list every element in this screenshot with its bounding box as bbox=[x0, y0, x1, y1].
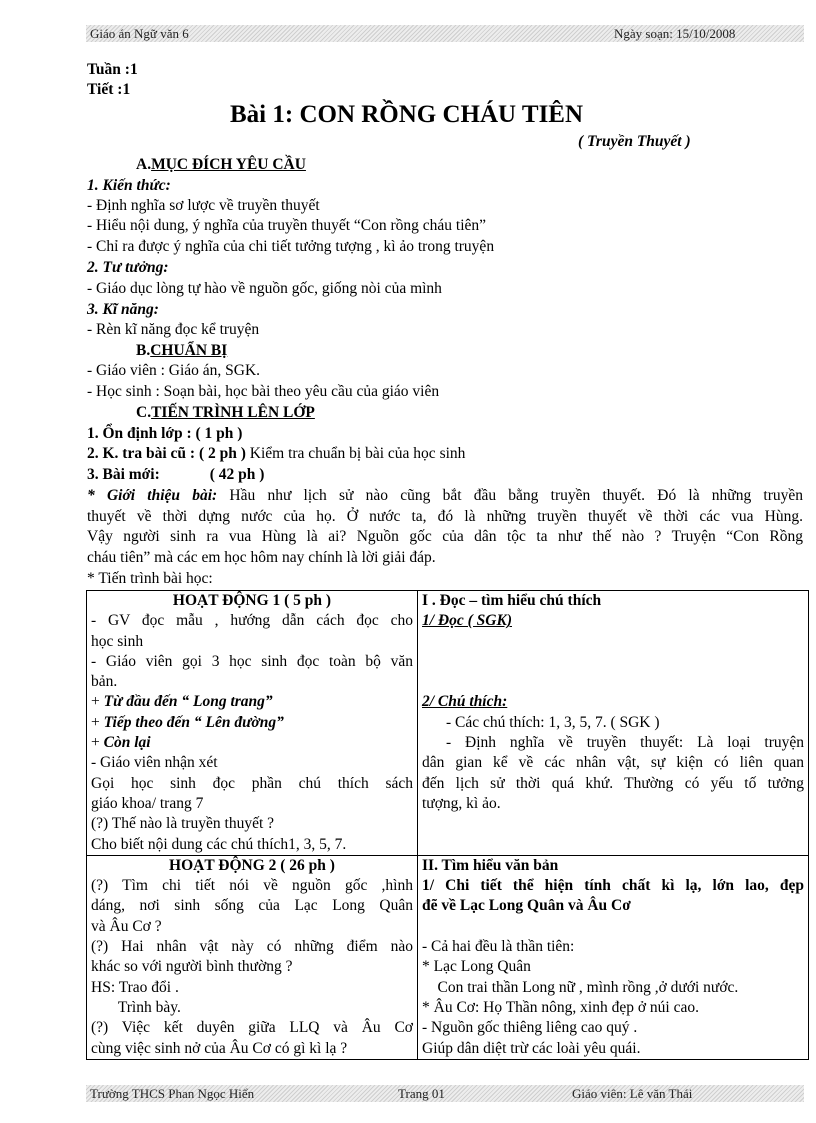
section-c-heading bbox=[136, 403, 315, 423]
table-text: - Nguồn gốc thiêng liêng cao quý . bbox=[422, 1019, 638, 1037]
section-a-prefix: A. bbox=[136, 156, 152, 173]
thought-label: 2. Tư tưởng: bbox=[87, 259, 169, 276]
step-2-text: Kiểm tra chuẩn bị bài của học sinh bbox=[249, 445, 466, 462]
section-c-prefix: C. bbox=[136, 404, 152, 421]
table-text: khác so với người bình thường ? bbox=[91, 958, 293, 976]
part-label: Còn lại bbox=[103, 734, 151, 752]
table-text: Con trai thần Long nữ , mình rồng ,ở dưới nước. bbox=[422, 978, 739, 996]
section-ii-heading: II. Tìm hiểu văn bản bbox=[422, 856, 559, 874]
table-text: - Các chú thích: 1, 3, 5, 7. ( SGK ) bbox=[446, 713, 660, 731]
part-prefix: + bbox=[91, 734, 104, 752]
table-text: cùng việc sinh nở của Âu Cơ có gì kì lạ ? bbox=[91, 1039, 348, 1057]
section-c-title: TIẾN TRÌNH LÊN LỚP bbox=[151, 404, 315, 421]
table-text: học sinh bbox=[91, 632, 144, 650]
table-row bbox=[87, 855, 809, 1059]
table-text: - Định nghĩa về truyền thuyết: Là loại truyện bbox=[446, 734, 804, 752]
subsection-heading: 1/ Chi tiết thể hiện tính chất kì lạ, lớn lao, đẹp bbox=[422, 877, 804, 895]
table-text: - Giáo viên nhận xét bbox=[91, 754, 218, 772]
footer-teacher: Giáo viên: Lê văn Thái bbox=[572, 1086, 693, 1101]
page-footer bbox=[86, 1085, 804, 1102]
table-row bbox=[87, 591, 809, 856]
process-label: * Tiến trình bài học: bbox=[87, 570, 213, 587]
table-text: - Cả hai đều là thần tiên: bbox=[422, 938, 575, 956]
table-text: và Âu Cơ ? bbox=[91, 917, 162, 935]
header-date: Ngày soạn: 15/10/2008 bbox=[614, 26, 736, 41]
table-text: - Giáo viên gọi 3 học sinh đọc toàn bộ văn bbox=[91, 652, 413, 670]
table-text: Giúp dân diệt trừ các loài yêu quái. bbox=[422, 1039, 641, 1057]
table-text: dân gian kể về các nhân vật, sự kiện có liên quan bbox=[422, 754, 804, 772]
knowledge-label: 1. Kiến thức: bbox=[87, 177, 171, 194]
prep-item: - Giáo viên : Giáo án, SGK. bbox=[87, 362, 261, 379]
table-text: giáo khoa/ trang 7 bbox=[91, 794, 204, 812]
step-2 bbox=[87, 444, 465, 464]
thought-item: - Giáo dục lòng tự hào về nguồn gốc, giống nòi của mình bbox=[87, 280, 442, 297]
table-text: * Âu Cơ: Họ Thần nông, xinh đẹp ở núi cao. bbox=[422, 998, 699, 1016]
week-label: Tuần :1 bbox=[87, 61, 138, 78]
activity-2-cell bbox=[87, 855, 418, 1059]
section-i-heading: I . Đọc – tìm hiểu chú thích bbox=[422, 592, 602, 609]
step-1-time: ( 1 ph ) bbox=[195, 425, 243, 442]
activity-1-cell bbox=[87, 591, 418, 856]
page-header bbox=[86, 25, 804, 42]
intro-line: thuyết về thời dựng nước của họ. Ở nước ta, đó là những truyền thuyết về thời các vua Hùng. bbox=[87, 508, 803, 525]
section-a-title: MỤC ĐÍCH YÊU CẦU bbox=[151, 156, 306, 173]
intro-text: Hầu như lịch sử nào cũng bắt đầu bằng truyền thuyết. Đó là những truyền bbox=[229, 487, 804, 504]
part-prefix: + bbox=[91, 713, 104, 731]
step-3-label: 3. Bài mới: bbox=[87, 466, 160, 483]
table-text: Cho biết nội dung các chú thích1, 3, 5, 7. bbox=[91, 835, 347, 853]
knowledge-item: - Hiểu nội dung, ý nghĩa của truyền thuyết “Con rồng cháu tiên” bbox=[87, 217, 487, 234]
section-a-heading bbox=[136, 155, 306, 175]
table-text: bản. bbox=[91, 673, 118, 691]
step-1 bbox=[87, 424, 242, 444]
text-analysis-cell bbox=[418, 855, 809, 1059]
lesson-title: Bài 1: CON RỒNG CHÁU TIÊN bbox=[230, 101, 584, 128]
table-text: dáng, nơi sinh sống của Lạc Long Quân bbox=[91, 897, 413, 915]
notes-label: 2/ Chú thích: bbox=[422, 693, 508, 711]
intro-line bbox=[87, 486, 803, 506]
part-prefix: + bbox=[91, 693, 104, 711]
table-text: (?) Tìm chi tiết nói về nguồn gốc ,hình bbox=[91, 877, 413, 895]
footer-page: Trang 01 bbox=[398, 1086, 445, 1101]
lesson-genre: ( Truyền Thuyết ) bbox=[578, 133, 691, 150]
table-text: đến lịch sử thời quá khứ. Thường có yếu tố tưởng bbox=[422, 774, 804, 792]
skill-item: - Rèn kĩ năng đọc kể truyện bbox=[87, 321, 260, 338]
table-text: - GV đọc mẫu , hướng dẫn cách đọc cho bbox=[91, 612, 413, 630]
part-label: Tiếp theo đến “ Lên đường” bbox=[103, 713, 284, 731]
lesson-table bbox=[86, 590, 809, 1060]
table-text: Trình bày. bbox=[91, 998, 181, 1016]
section-b-heading bbox=[136, 341, 227, 361]
part-3 bbox=[91, 733, 413, 753]
knowledge-item: - Chỉ ra được ý nghĩa của chi tiết tưởng tượng , kì ảo trong truyện bbox=[87, 238, 495, 255]
table-text: (?) Thế nào là truyền thuyết ? bbox=[91, 815, 275, 833]
header-subject: Giáo án Ngữ văn 6 bbox=[90, 26, 189, 41]
footer-school: Trường THCS Phan Ngọc Hiển bbox=[90, 1086, 255, 1101]
period-label: Tiết :1 bbox=[87, 81, 131, 98]
table-text: HS: Trao đổi . bbox=[91, 978, 179, 996]
step-3-time: ( 42 ph ) bbox=[209, 466, 265, 483]
prep-item: - Học sinh : Soạn bài, học bài theo yêu cầu của giáo viên bbox=[87, 383, 440, 400]
intro-line: cháu tiên” mà các em học hôm nay chính là lời giải đáp. bbox=[87, 549, 436, 566]
table-text: (?) Hai nhân vật này có những điểm nào bbox=[91, 938, 413, 956]
table-text: tượng, kì ảo. bbox=[422, 794, 501, 812]
reading-notes-cell bbox=[418, 591, 809, 856]
step-1-label: 1. Ổn định lớp : bbox=[87, 425, 192, 442]
skill-label: 3. Kĩ năng: bbox=[87, 301, 159, 318]
part-label: Từ đầu đến “ Long trang” bbox=[103, 693, 273, 711]
part-1 bbox=[91, 692, 413, 712]
step-2-time: ( 2 ph ) bbox=[198, 445, 246, 462]
knowledge-item: - Định nghĩa sơ lược về truyền thuyết bbox=[87, 197, 320, 214]
table-text: (?) Việc kết duyên giữa LLQ và Âu Cơ bbox=[91, 1019, 413, 1037]
activity-1-heading: HOẠT ĐỘNG 1 ( 5 ph ) bbox=[172, 592, 332, 609]
step-3 bbox=[87, 465, 264, 485]
intro-label: * Giới thiệu bài: bbox=[87, 487, 218, 504]
subsection-heading: đẽ về Lạc Long Quân và Âu Cơ bbox=[422, 897, 631, 915]
activity-2-heading: HOẠT ĐỘNG 2 ( 26 ph ) bbox=[169, 856, 335, 874]
table-text: * Lạc Long Quân bbox=[422, 958, 531, 976]
read-label: 1/ Đọc ( SGK) bbox=[422, 612, 512, 630]
section-b-prefix: B. bbox=[136, 342, 151, 359]
step-2-label: 2. K. tra bài cũ : bbox=[87, 445, 196, 462]
section-b-title: CHUẨN BỊ bbox=[150, 342, 228, 359]
table-text: Gọi học sinh đọc phần chú thích sách bbox=[91, 774, 413, 792]
part-2 bbox=[91, 713, 413, 733]
intro-line: Vậy người sinh ra vua Hùng là ai? Nguồn gốc của dân tộc ta như thế nào ? Truyện “Con Rồng bbox=[87, 528, 803, 545]
